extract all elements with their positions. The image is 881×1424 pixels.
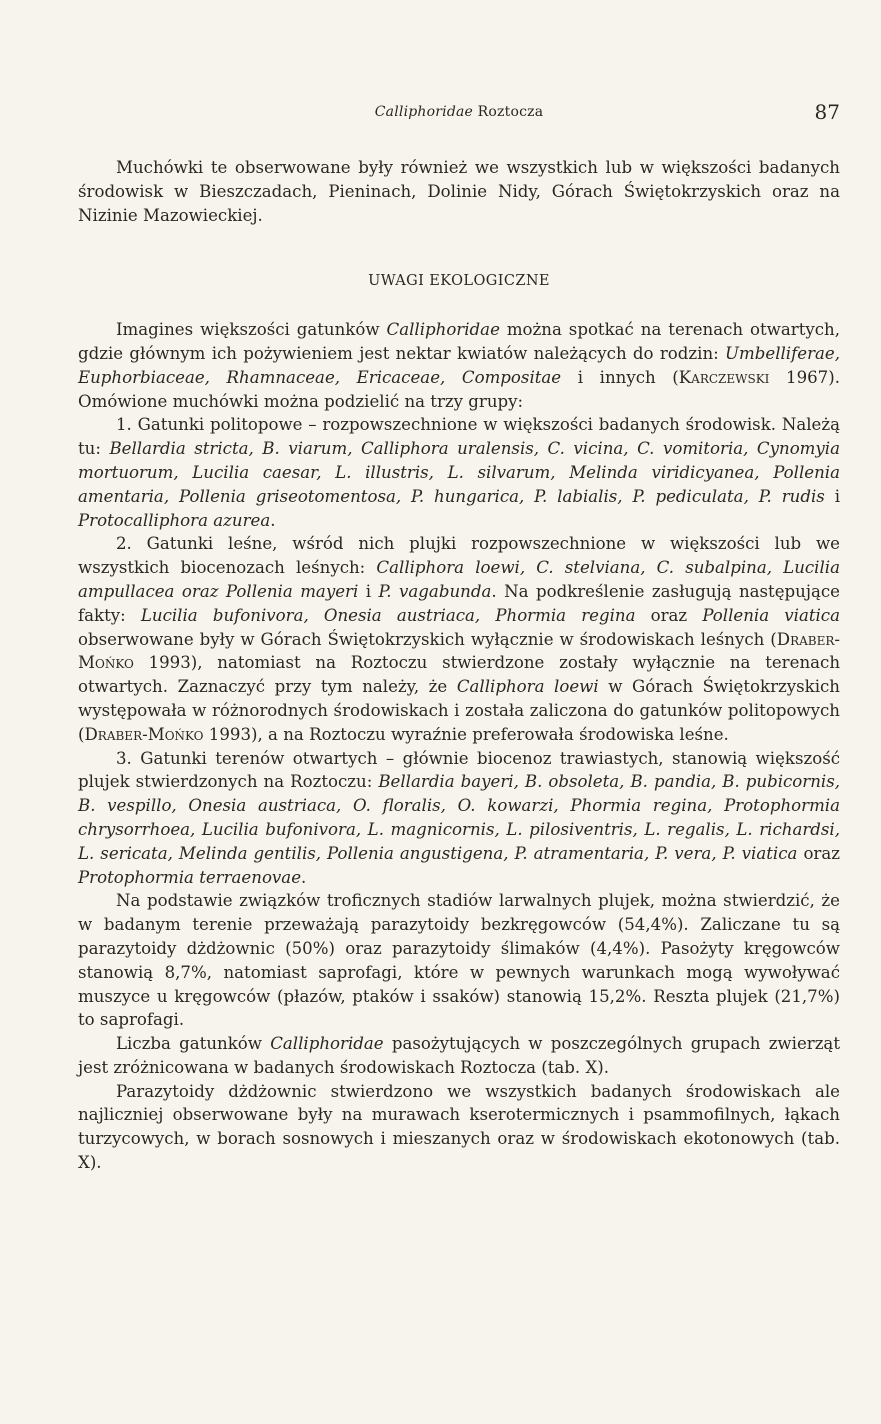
body-text	[78, 156, 840, 1175]
taxon-name: Calliphora loewi	[456, 677, 599, 697]
running-head	[78, 104, 840, 120]
paragraph-group-2: 2. Gatunki leśne, wśród nich plujki rozpowszechnione w większości lub we wszystkich biocenozach leśnych: Calliphora loewi, C. stelviana, C. subalpina, Lucilia ampullacea oraz Pollenia mayeri i P. vagabunda. Na podkreślenie zasługują następujące fakty: Lucilia bufonivora, Onesia austriaca, Phormia regina oraz Pollenia viatica obserwowane były w Górach Świętokrzyskich wyłącznie w środowiskach leśnych (Draber-Mońko 1993), natomiast na Roztoczu stwierdzone zostały wyłącznie na terenach otwartych. Zaznaczyć przy tym należy, że Calliphora loewi w Górach Świętokrzyskich występowała w różnorodnych środowiskach i została zaliczona do gatunków politopowych (Draber-Mońko 1993), a na Roztoczu wyraźnie preferowała środowiska leśne.	[78, 534, 840, 744]
author-citation: Draber-Mońko	[84, 724, 204, 744]
paragraph-group-3: 3. Gatunki terenów otwartych – głównie biocenoz trawiastych, stanowią większość plujek stwierdzonych na Roztoczu: Bellardia bayeri, B. obsoleta, B. pandia, B. pubicornis, B. vespillo, Onesia austriaca, O. floralis, O. kowarzi, Phormia regina, Protophormia chrysorrhoea, Lucilia bufonivora, L. magnicornis, L. pilosiventris, L. regalis, L. richardsi, L. sericata, Melinda gentilis, Pollenia angustigena, P. atramentaria, P. vera, P. viatica oraz Protophormia terraenovae.	[78, 748, 841, 887]
paragraph-imagines: Imagines większości gatunków Calliphoridae można spotkać na terenach otwartych, gdzie głównym ich pożywieniem jest nektar kwiatów należących do rodzin: Umbelliferae, Euphorbiaceae, Rhamnaceae, Ericaceae, Compositae i innych (Karczewski 1967). Omówione muchówki można podzielić na trzy grupy:	[78, 320, 840, 411]
taxon-name: Protocalliphora azurea	[78, 510, 271, 530]
paragraph-count: Liczba gatunków Calliphoridae pasożytujących w poszczególnych grupach zwierząt jest zróżnicowana w badanych środowiskach Roztocza (tab. X).	[78, 1034, 840, 1077]
taxon-name: Umbelliferae, Euphorbiaceae, Rhamnaceae, Ericaceae, Compositae	[78, 343, 840, 387]
author-citation: Draber-Mońko	[78, 629, 840, 673]
page-number: 87	[814, 100, 840, 124]
taxon-name: Pollenia viatica	[702, 605, 840, 625]
taxon-list: Lucilia bufonivora, Onesia austriaca, Phormia regina	[140, 605, 636, 625]
running-head-place: Roztocza	[477, 104, 544, 120]
taxon-list: Bellardia stricta, B. viarum, Calliphora uralensis, C. vicina, C. vomitoria, Cynomyia mortuorum, Lucilia caesar, L. illustris, L. silvarum, Melinda viridicyanea, Pollenia amentaria, Pollenia griseotomentosa, P. hungarica, P. labialis, P. pediculata, P. rudis	[78, 439, 840, 506]
author-citation: Karczewski	[678, 367, 770, 387]
taxon-list: Bellardia bayeri, B. obsoleta, B. pandia, B. pubicornis, B. vespillo, Onesia austriaca, O. floralis, O. kowarzi, Phormia regina, Protophormia chrysorrhoea, Lucilia bufonivora, L. magnicornis, L. pilosiventris, L. regalis, L. richardsi, L. sericata, Melinda gentilis, Pollenia angustigena, P. atramentaria, P. vera, P. viatica	[78, 772, 841, 863]
taxon-name: P. vagabunda	[378, 581, 492, 601]
paragraph-earthworm: Parazytoidy dżdżownic stwierdzono we wszystkich badanych środowiskach ale najliczniej obserwowane były na murawach kserotermicznych i psammofilnych, łąkach turzycowych, w borach sosnowych i mieszanych oraz w środowiskach ekotonowych (tab. X).	[78, 1081, 840, 1173]
taxon-name: Calliphoridae	[270, 1034, 384, 1054]
taxon-name: Calliphoridae	[386, 320, 500, 340]
taxon-list: Calliphora loewi, C. stelviana, C. subalpina, Lucilia ampullacea oraz Pollenia mayeri	[78, 558, 840, 601]
paragraph-group-1: 1. Gatunki politopowe – rozpowszechnione w większości badanych środowisk. Należą tu: Bellardia stricta, B. viarum, Calliphora uralensis, C. vicina, C. vomitoria, Cynomyia mortuorum, Lucilia caesar, L. illustris, L. silvarum, Melinda viridicyanea, Pollenia amentaria, Pollenia griseotomentosa, P. hungarica, P. labialis, P. pediculata, P. rudis i Protocalliphora azurea.	[78, 415, 841, 530]
paragraph-trophic: Na podstawie związków troficznych stadiów larwalnych plujek, można stwierdzić, że w badanym terenie przeważają parazytoidy bezkręgowców (54,4%). Zaliczane tu są parazytoidy dżdżownic (50%) oraz parazytoidy ślimaków (4,4%). Pasożyty kręgowców stanowią 8,7%, natomiast saprofagi, które w pewnych warunkach mogą wywoływać muszyce u kręgowców (płazów, ptaków i ssaków) stanowią 15,2%. Reszta plujek (21,7%) to saprofagi.	[78, 891, 840, 1030]
paragraph-intro: Muchówki te obserwowane były również we wszystkich lub w większości badanych środowisk w Bieszczadach, Pieninach, Dolinie Nidy, Górach Świętokrzyskich oraz na Nizinie Mazowieckiej.	[78, 158, 840, 225]
running-head-family: Calliphoridae	[374, 104, 474, 120]
section-heading: UWAGI EKOLOGICZNE	[368, 273, 550, 290]
page-header	[78, 100, 840, 130]
taxon-name: Protophormia terraenovae	[78, 867, 302, 887]
